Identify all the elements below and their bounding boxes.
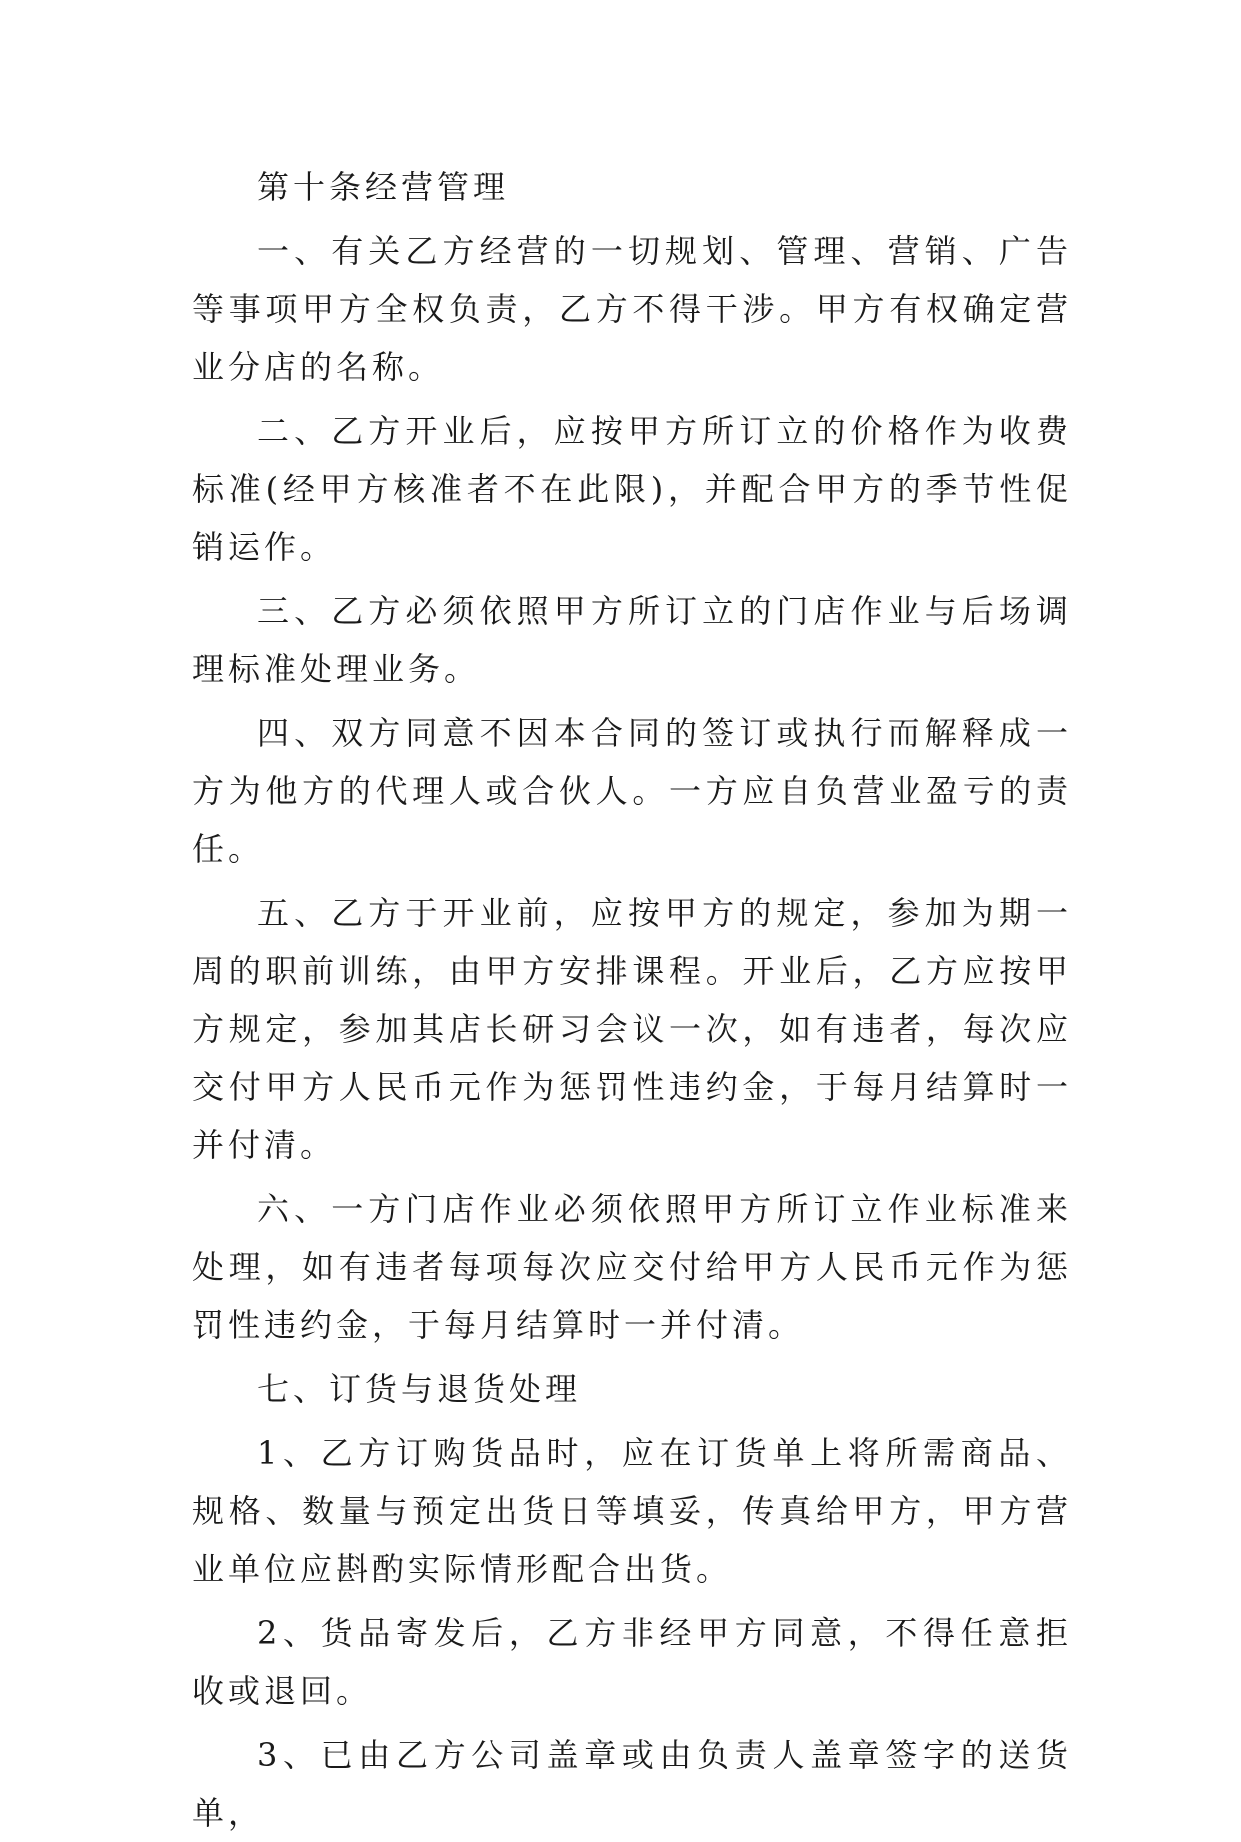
paragraph-9: 2、货品寄发后，乙方非经甲方同意，不得任意拒收或退回。 [192,1614,1072,1710]
paragraph-4: 四、双方同意不因本合同的签订或执行而解释成一方为他方的代理人或合伙人。一方应自负营业盈亏的责任。 [192,714,1072,868]
paragraph-10: 3、已由乙方公司盖章或由负责人盖章签字的送货单， [192,1736,1072,1832]
paragraph-8: 1、乙方订购货品时，应在订货单上将所需商品、规格、数量与预定出货日等填妥，传真给甲方，甲方营业单位应斟酌实际情形配合出货。 [192,1434,1072,1588]
paragraph-1: 一、有关乙方经营的一切规划、管理、营销、广告等事项甲方全权负责，乙方不得干涉。甲方有权确定营业分店的名称。 [192,232,1072,386]
section-heading: 第十条经营管理 [257,168,510,206]
paragraph-3: 三、乙方必须依照甲方所订立的门店作业与后场调理标准处理业务。 [192,592,1072,688]
document-body [192,158,1072,1842]
paragraph-7: 七、订货与退货处理 [257,1370,582,1408]
paragraph-6: 六、一方门店作业必须依照甲方所订立作业标准来处理，如有违者每项每次应交付给甲方人民币元作为惩罚性违约金，于每月结算时一并付清。 [192,1190,1072,1344]
paragraph-2: 二、乙方开业后，应按甲方所订立的价格作为收费标准(经甲方核准者不在此限)，并配合甲方的季节性促销运作。 [192,412,1072,566]
paragraph-5: 五、乙方于开业前，应按甲方的规定，参加为期一周的职前训练，由甲方安排课程。开业后，乙方应按甲方规定，参加其店长研习会议一次，如有违者，每次应交付甲方人民币元作为惩罚性违约金，于每月结算时一并付清。 [192,894,1072,1164]
